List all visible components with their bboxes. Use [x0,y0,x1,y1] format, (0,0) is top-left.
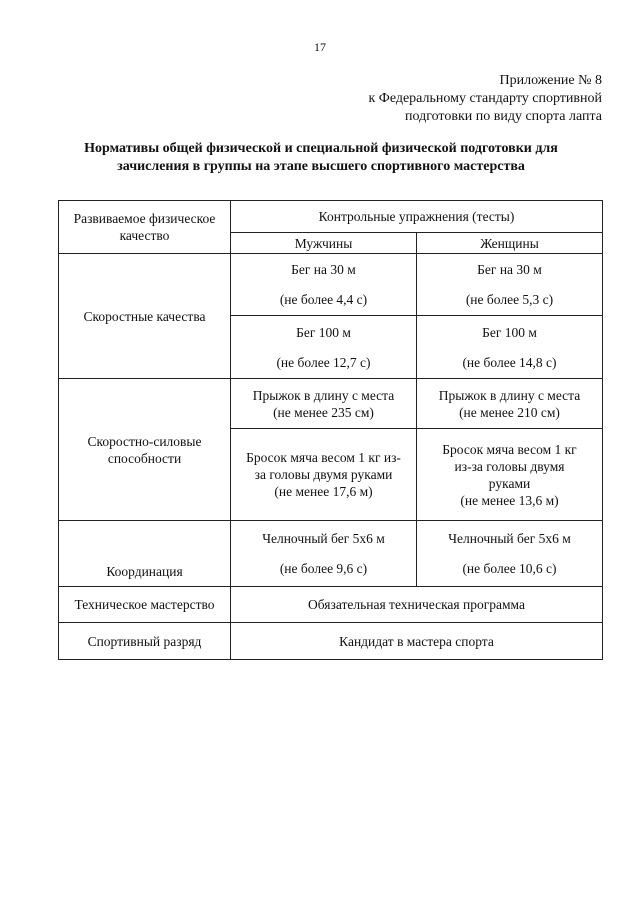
throw-men-value: (не менее 17,6 м) [274,484,373,499]
speed-strength-quality-cell [59,379,231,521]
header-row [59,201,603,233]
speed-row-run30 [59,254,603,316]
technical-row [59,587,603,623]
appendix-line-2: к Федеральному стандарту спортивной [368,91,602,106]
throw-women-line-3: руками [488,475,531,491]
run30-women-cell [417,254,603,316]
run100-women-cell [417,316,603,379]
appendix-header [368,72,602,126]
throw-men-line-1: Бросок мяча весом 1 кг из- [246,450,401,465]
header-quality-line-2: качество [119,228,170,243]
speed-strength-line-2: способности [107,450,182,466]
rank-value-cell: Кандидат в мастера спорта [231,623,603,660]
shuttle-men-value: (не более 9,6 с) [279,561,368,576]
run100-women-name: Бег 100 м [482,324,537,340]
jump-men-value: (не менее 235 см) [273,404,374,420]
run30-men-name: Бег на 30 м [291,262,356,277]
run100-men-cell [231,316,417,379]
throw-women-value: (не менее 13,6 м) [460,492,559,508]
run30-women-value: (не более 5,3 с) [465,292,554,307]
title-line-1: Нормативы общей физической и специальной физической подготовки для [84,141,558,156]
jump-women-cell [417,379,603,429]
throw-men-cell [231,429,417,521]
technical-quality-cell: Техническое мастерство [59,587,231,623]
run100-women-value: (не более 14,8 с) [462,354,557,370]
shuttle-women-cell [417,521,603,587]
run30-men-cell [231,254,417,316]
appendix-line-1: Приложение № 8 [499,73,602,88]
header-tests-cell: Контрольные упражнения (тесты) [231,201,603,233]
run100-men-name: Бег 100 м [296,324,351,340]
appendix-line-3: подготовки по виду спорта лапта [404,109,602,124]
jump-women-value: (не менее 210 см) [459,404,560,420]
jump-women-name: Прыжок в длину с места [438,387,581,403]
header-quality-cell [59,201,231,254]
speed-quality-cell: Скоростные качества [59,254,231,379]
header-quality-line-1: Развиваемое физическое [73,211,216,226]
throw-women-cell [417,429,603,521]
title-line-2: зачисления в группы на этапе высшего спортивного мастерства [117,159,525,174]
norms-table [58,200,603,660]
speed-strength-row-jump [59,379,603,429]
throw-women-line-2: из-за головы двумя [454,458,565,474]
throw-women-line-1: Бросок мяча весом 1 кг [442,441,577,457]
header-women-cell: Женщины [417,233,603,254]
document-title [40,140,602,176]
run30-women-name: Бег на 30 м [477,262,542,277]
coordination-row [59,521,603,587]
shuttle-men-name: Челночный бег 5х6 м [262,531,385,546]
shuttle-women-name: Челночный бег 5х6 м [448,531,571,546]
rank-row [59,623,603,660]
shuttle-women-value: (не более 10,6 с) [462,561,557,576]
rank-quality-cell: Спортивный разряд [59,623,231,660]
run30-men-value: (не более 4,4 с) [279,292,368,307]
throw-men-line-2: за головы двумя руками [254,467,393,482]
jump-men-name: Прыжок в длину с места [252,387,395,403]
header-men-cell: Мужчины [231,233,417,254]
page-number: 17 [314,40,326,54]
technical-value-cell: Обязательная техническая программа [231,587,603,623]
run100-men-value: (не более 12,7 с) [276,354,371,370]
coordination-quality-cell: Координация [59,521,231,587]
speed-strength-line-1: Скоростно-силовые [87,433,202,449]
shuttle-men-cell [231,521,417,587]
jump-men-cell [231,379,417,429]
